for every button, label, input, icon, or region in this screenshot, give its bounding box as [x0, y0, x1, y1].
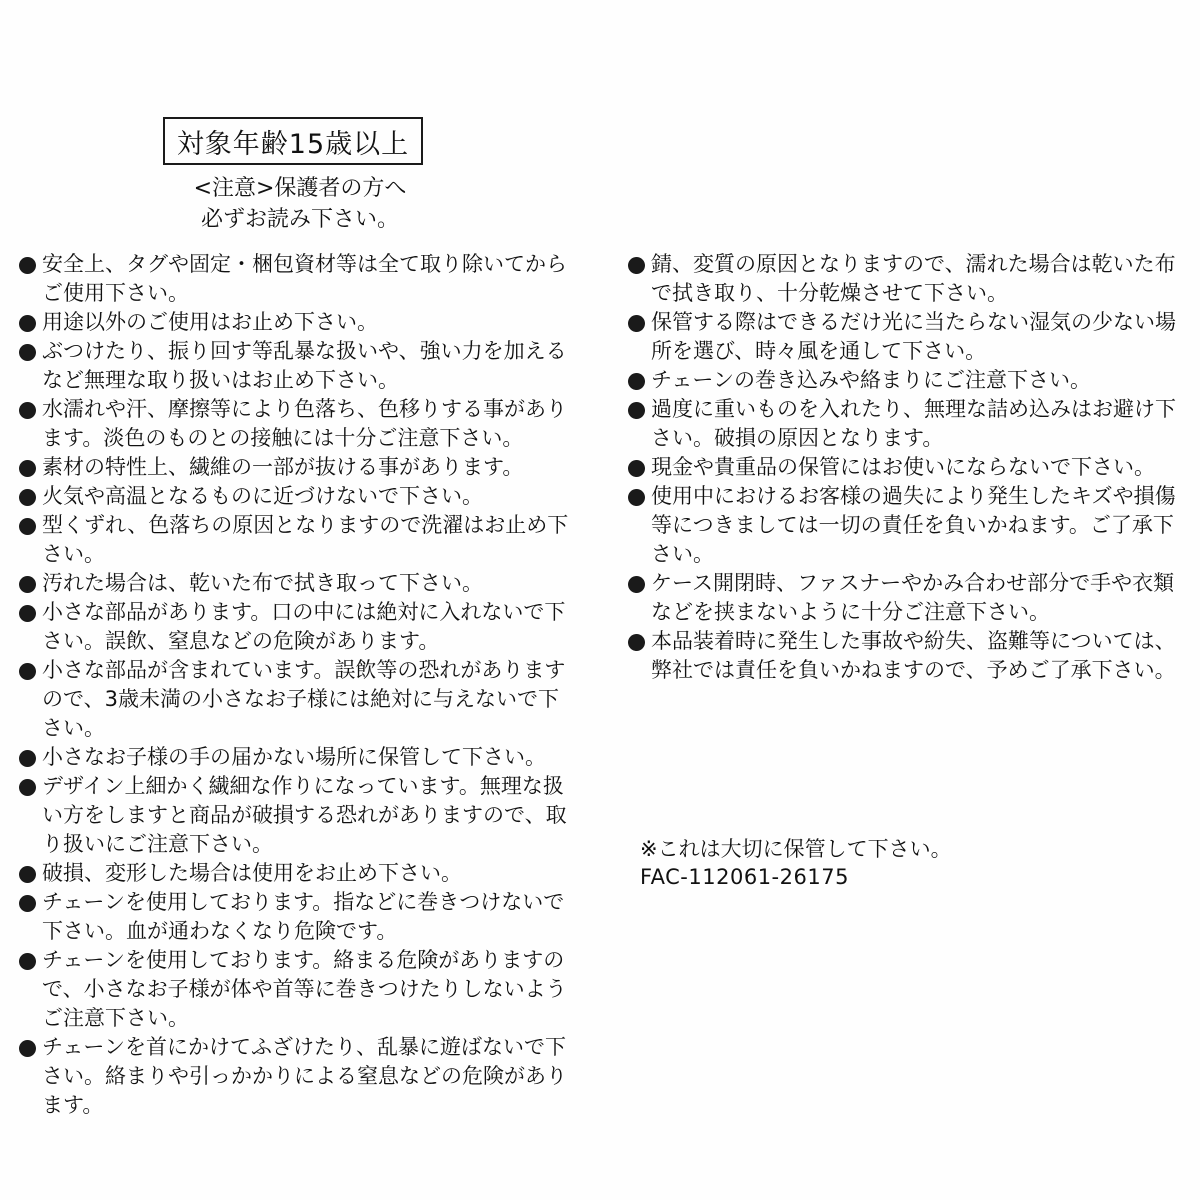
bullet-icon: [19, 866, 36, 883]
notice-subtitle: 必ずお読み下さい。: [200, 207, 399, 232]
bullet-icon: [19, 895, 36, 912]
caution-item-text: 小さな部品が含まれています。誤飲等の恐れがありますので、3歳未満の小さなお子様には絶対に与えないで下さい。: [42, 658, 566, 740]
caution-item-text: チェーンを使用しております。指などに巻きつけないで下さい。血が通わなくなり危険です。: [42, 890, 565, 943]
caution-item: [18, 511, 578, 569]
bullet-icon: [19, 257, 36, 274]
caution-item-text: 錆、変質の原因となりますので、濡れた場合は乾いた布で拭き取り、十分乾燥させて下さい。: [651, 252, 1176, 305]
caution-item-text: ケース開閉時、ファスナーやかみ合わせ部分で手や衣類などを挟まないように十分ご注意下さい。: [651, 571, 1175, 624]
caution-item-text: デザイン上細かく繊細な作りになっています。無理な扱い方をしますと商品が破損する恐れがありますので、取り扱いにご注意下さい。: [42, 774, 567, 856]
caution-item: [627, 308, 1187, 366]
bullet-icon: [19, 1040, 36, 1057]
caution-item: [18, 569, 578, 598]
caution-item: [18, 598, 578, 656]
bullet-icon: [19, 605, 36, 622]
bullet-icon: [19, 953, 36, 970]
caution-item: [18, 1033, 578, 1120]
caution-item: [18, 656, 578, 743]
bullet-icon: [19, 460, 36, 477]
bullet-icon: [19, 489, 36, 506]
caution-item-text: ぶつけたり、振り回す等乱暴な扱いや、強い力を加えるなど無理な取り扱いはお止め下さい。: [42, 339, 567, 392]
bullet-icon: [19, 315, 36, 332]
caution-list-right: [627, 250, 1187, 685]
keep-note: ※これは大切に保管して下さい。: [640, 837, 952, 861]
product-code: FAC-112061-26175: [640, 865, 849, 889]
bullet-icon: [628, 257, 645, 274]
caution-list-left: [18, 250, 578, 1120]
age-rating-label: 対象年齢15歳以上: [163, 117, 423, 165]
caution-item: [627, 395, 1187, 453]
caution-item: [627, 627, 1187, 685]
notice-title: <注意>保護者の方へ: [193, 176, 407, 201]
bullet-icon: [19, 663, 36, 680]
caution-item: [627, 366, 1187, 395]
caution-item-text: チェーンを首にかけてふざけたり、乱暴に遊ばないで下さい。絡まりや引っかかりによる窒息などの危険があります。: [42, 1035, 567, 1117]
bullet-icon: [628, 402, 645, 419]
caution-item-text: 小さなお子様の手の届かない場所に保管して下さい。: [42, 745, 546, 769]
caution-item: [18, 395, 578, 453]
bullet-icon: [628, 576, 645, 593]
caution-item: [18, 250, 578, 308]
caution-item: [627, 569, 1187, 627]
caution-item: [627, 482, 1187, 569]
bullet-icon: [19, 402, 36, 419]
caution-item: [18, 859, 578, 888]
caution-item: [18, 772, 578, 859]
caution-item: [18, 743, 578, 772]
caution-item-text: 型くずれ、色落ちの原因となりますので洗濯はお止め下さい。: [42, 513, 569, 566]
caution-item-text: 水濡れや汗、摩擦等により色落ち、色移りする事があります。淡色のものとの接触には十分ご注意下さい。: [42, 397, 567, 450]
caution-item-text: 小さな部品があります。口の中には絶対に入れないで下さい。誤飲、窒息などの危険があります。: [42, 600, 566, 653]
caution-item-text: 汚れた場合は、乾いた布で拭き取って下さい。: [42, 571, 483, 595]
bullet-icon: [19, 750, 36, 767]
caution-item-text: 本品装着時に発生した事故や紛失、盗難等については、弊社では責任を負いかねますので、予めご了承下さい。: [651, 629, 1176, 682]
caution-item-text: チェーンを使用しております。絡まる危険がありますので、小さなお子様が体や首等に巻きつけたりしないようご注意下さい。: [42, 948, 567, 1030]
caution-item: [18, 453, 578, 482]
caution-item-text: 現金や貴重品の保管にはお使いにならないで下さい。: [651, 455, 1155, 479]
caution-item: [627, 453, 1187, 482]
caution-item-text: チェーンの巻き込みや絡まりにご注意下さい。: [651, 368, 1091, 392]
bullet-icon: [628, 489, 645, 506]
bullet-icon: [628, 373, 645, 390]
bullet-icon: [19, 344, 36, 361]
caution-item-text: 破損、変形した場合は使用をお止め下さい。: [42, 861, 462, 885]
bullet-icon: [628, 315, 645, 332]
caution-item: [18, 308, 578, 337]
bullet-icon: [19, 518, 36, 535]
caution-item: [18, 337, 578, 395]
caution-item-text: 安全上、タグや固定・梱包資材等は全て取り除いてからご使用下さい。: [42, 252, 567, 305]
caution-item-text: 用途以外のご使用はお止め下さい。: [42, 310, 378, 334]
bullet-icon: [19, 576, 36, 593]
bullet-icon: [628, 634, 645, 651]
caution-item-text: 使用中におけるお客様の過失により発生したキズや損傷等につきましては一切の責任を負いかねます。ご了承下さい。: [651, 484, 1176, 566]
bullet-icon: [19, 779, 36, 796]
caution-item-text: 過度に重いものを入れたり、無理な詰め込みはお避け下さい。破損の原因となります。: [651, 397, 1176, 450]
caution-item: [627, 250, 1187, 308]
caution-item-text: 火気や高温となるものに近づけないで下さい。: [42, 484, 483, 508]
caution-item: [18, 888, 578, 946]
bullet-icon: [628, 460, 645, 477]
notice-heading: [160, 173, 440, 235]
caution-item: [18, 482, 578, 511]
caution-item-text: 素材の特性上、繊維の一部が抜ける事があります。: [42, 455, 524, 479]
caution-item: [18, 946, 578, 1033]
caution-item-text: 保管する際はできるだけ光に当たらない湿気の少ない場所を選び、時々風を通して下さい。: [651, 310, 1176, 363]
